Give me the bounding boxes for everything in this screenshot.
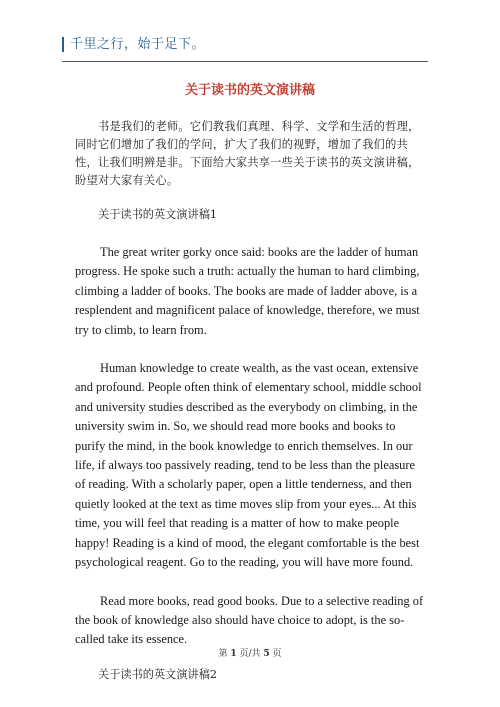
header-motto: 千里之行，始于足下。 bbox=[70, 37, 206, 52]
section-heading-1: 关于读书的英文演讲稿1 bbox=[98, 208, 217, 221]
page-footer bbox=[0, 648, 500, 660]
document-body bbox=[75, 118, 426, 684]
footer-suffix: 页 bbox=[272, 649, 282, 659]
page-header bbox=[62, 36, 428, 62]
footer-middle: 页/共 bbox=[239, 649, 261, 659]
current-page-number: 1 bbox=[230, 649, 237, 659]
intro-paragraph: 书是我们的老师。它们教我们真理、科学、文学和生活的哲理，同时它们增加了我们的学问，扩大了我们的视野，增加了我们的共性，让我们明辨是非。下面给大家共享一些关于读书的英文演讲稿，盼望对大家有关心。 bbox=[75, 120, 420, 187]
paragraph: Read more books, read good books. Due to a selective reading of the book of knowledge also should have choice to adopt, is the so-called take its essence. bbox=[75, 593, 424, 647]
paragraph: Human knowledge to create wealth, as the vast ocean, extensive and profound. People often think of elementary school, middle school and university studies described as the everybody on climbing, in the university swim in. So, we should read more books and books to purify the mind, in the book knowledge to enrich themselves. In our life, if always too passively reading, tend to be less than the pleasure of reading. With a scholarly paper, open a little tenderness, and then quietly looked at the text as time moves slip from your eyes... At this time, you will feel that reading is a matter of how to make people happy! Reading is a kind of mood, the elegant comfortable is the best psychological reagent. Go to the reading, you will have more found. bbox=[75, 361, 422, 570]
header-accent-bar bbox=[62, 37, 64, 52]
section-heading-2: 关于读书的英文演讲稿2 bbox=[98, 667, 217, 681]
document-title: 关于读书的英文演讲稿 bbox=[184, 83, 315, 98]
total-page-count: 5 bbox=[263, 649, 270, 659]
header-divider bbox=[62, 61, 428, 62]
paragraph: The great writer gorky once said: books are the ladder of human progress. He spoke such a truth: actually the human to hard climbing, climbing a ladder of books. The books are made of ladder above, is a resplendent and magnificent palace of knowledge, therefore, we must try to climb, to learn from. bbox=[75, 245, 420, 337]
footer-prefix: 第 bbox=[218, 649, 228, 659]
